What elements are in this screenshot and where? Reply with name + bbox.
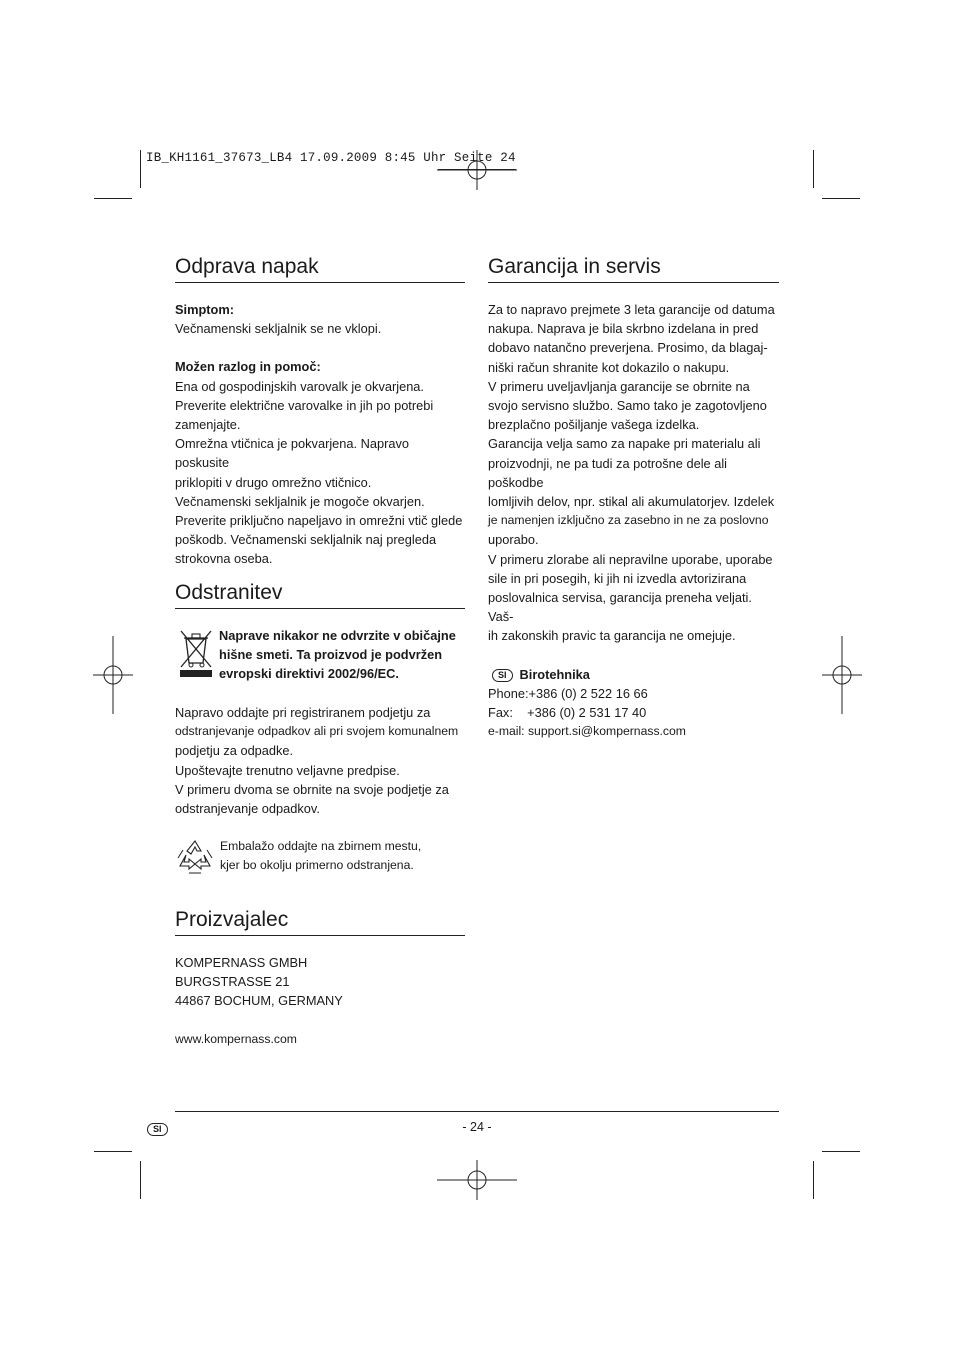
registration-mark-bottom: [437, 1160, 517, 1200]
text-line: proizvodnji, ne pa tudi za potrošne dele ali poškodbe: [488, 455, 728, 490]
manufacturer-title: Proizvajalec: [175, 908, 289, 931]
text-line: brezplačno pošiljanje vašega izdelka.: [488, 417, 700, 433]
text-line: Upoštevajte trenutno veljavne predpise.: [175, 762, 400, 778]
warranty-title: Garancija in servis: [488, 255, 661, 278]
crop-mark: [813, 1161, 814, 1199]
text-line: odstranjevanje odpadkov.: [175, 801, 320, 817]
text-line: Preverite električne varovalke in jih po potrebi: [175, 397, 434, 413]
troubleshooting-section: [175, 255, 465, 569]
text-line: poslovalnica servisa, garancija preneha veljati. Vaš-: [488, 590, 752, 625]
service-phone: Phone:+386 (0) 2 522 16 66: [488, 685, 648, 701]
text-line: odstranjevanje odpadkov ali pri svojem komunalnem: [175, 724, 459, 739]
crop-mark: [94, 198, 132, 199]
text-line: poškodb. Večnamenski sekljalnik naj pregleda: [175, 532, 437, 548]
manufacturer-section: [175, 908, 465, 1049]
text-line: lomljivih delov, npr. stikal ali akumulatorjev. Izdelek: [488, 494, 775, 510]
text-line: Ena od gospodinjskih varovalk je okvarjena.: [175, 378, 424, 394]
section-rule: [175, 608, 465, 609]
crop-mark: [813, 150, 814, 188]
text-line: V primeru zlorabe ali nepravilne uporabe, uporabe: [488, 551, 773, 567]
disposal-warning: [219, 626, 469, 684]
company-street: BURGSTRASSE 21: [175, 974, 290, 990]
text-line: V primeru uveljavljanja garancije se obrnite na: [488, 378, 750, 394]
warning-line: hišne smeti. Ta proizvod je podvržen: [219, 647, 443, 663]
registration-mark-top: [437, 150, 517, 190]
page-number: - 24 -: [462, 1120, 492, 1134]
recycling-icon: [175, 838, 215, 876]
text-line: zamenjajte.: [175, 417, 241, 433]
footer-rule: [175, 1111, 779, 1112]
warranty-section: [488, 255, 779, 741]
text-line: svojo servisno službo. Samo tako je zagotovljeno: [488, 398, 767, 414]
company-city: 44867 BOCHUM, GERMANY: [175, 993, 343, 1009]
section-rule: [175, 282, 465, 283]
crop-mark: [140, 1161, 141, 1199]
warning-line: evropski direktivi 2002/96/EC.: [219, 666, 399, 682]
text-line: kjer bo okolju primerno odstranjena.: [220, 858, 414, 873]
symptom-label: Simptom:: [175, 302, 235, 317]
section-rule: [488, 282, 779, 283]
text-line: Garancija velja samo za napake pri materialu ali: [488, 436, 761, 452]
text-line: Za to napravo prejmete 3 leta garancije od datuma: [488, 302, 775, 317]
text-line: V primeru dvoma se obrnite na svoje podjetje za: [175, 781, 449, 797]
service-name: Birotehnika: [519, 666, 590, 682]
crop-mark: [822, 1151, 860, 1152]
disposal-section: [175, 581, 465, 609]
section-rule: [175, 935, 465, 936]
service-email[interactable]: e-mail: support.si@kompernass.com: [488, 724, 686, 739]
crop-mark: [140, 150, 141, 188]
text-line: Večnamenski sekljalnik je mogoče okvarjen.: [175, 493, 425, 509]
crop-mark: [822, 198, 860, 199]
text-line: Embalažo oddajte na zbirnem mestu,: [220, 839, 422, 853]
text-line: priklopiti v drugo omrežno vtičnico.: [175, 474, 372, 490]
company-website[interactable]: www.kompernass.com: [175, 1031, 297, 1046]
company-name: KOMPERNASS GMBH: [175, 955, 308, 970]
registration-mark-left: [93, 636, 133, 714]
text-line: Preverite priključno napeljavo in omrežni vtič glede: [175, 513, 463, 529]
text-line: uporabo.: [488, 532, 539, 548]
crop-mark: [94, 1151, 132, 1152]
text-line: podjetju za odpadke.: [175, 743, 294, 759]
service-name-line: [488, 665, 779, 684]
footer-country-badge: SI: [147, 1123, 168, 1136]
crossed-out-wheelie-bin-icon: [178, 627, 214, 679]
text-line: sile in pri posegih, ki jih ni izvedla avtorizirana: [488, 570, 747, 586]
text-line: dobavo natančno preverjena. Prosimo, da blagaj-: [488, 340, 768, 356]
text-line: je namenjen izključno za zasebno in ne za poslovno: [488, 513, 769, 528]
text-line: strokovna oseba.: [175, 551, 273, 567]
service-fax: Fax: +386 (0) 2 531 17 40: [488, 705, 647, 721]
text-line: niški račun shranite kot dokazilo o nakupu.: [488, 359, 730, 375]
text-line: Napravo oddajte pri registriranem podjetju za: [175, 705, 431, 720]
warning-line: Naprave nikakor ne odvrzite v običajne: [219, 628, 456, 643]
text-line: nakupa. Naprava je bila skrbno izdelana in pred: [488, 321, 759, 337]
symptom-text: Večnamenski sekljalnik se ne vklopi.: [175, 321, 382, 337]
packaging-note: [220, 837, 470, 875]
country-badge: SI: [492, 669, 513, 682]
text-line: ih zakonskih pravic ta garancija ne omejuje.: [488, 628, 736, 644]
print-header: IB_KH1161_37673_LB4 17.09.2009 8:45 Uhr Seite 24: [146, 151, 516, 165]
disposal-title: Odstranitev: [175, 581, 283, 604]
text-line: Omrežna vtičnica je pokvarjena. Napravo poskusite: [175, 436, 410, 471]
registration-mark-right: [822, 636, 862, 714]
cause-label: Možen razlog in pomoč:: [175, 359, 321, 375]
disposal-text: [175, 703, 465, 818]
service-contact: [488, 665, 779, 742]
troubleshooting-title: Odprava napak: [175, 255, 319, 278]
